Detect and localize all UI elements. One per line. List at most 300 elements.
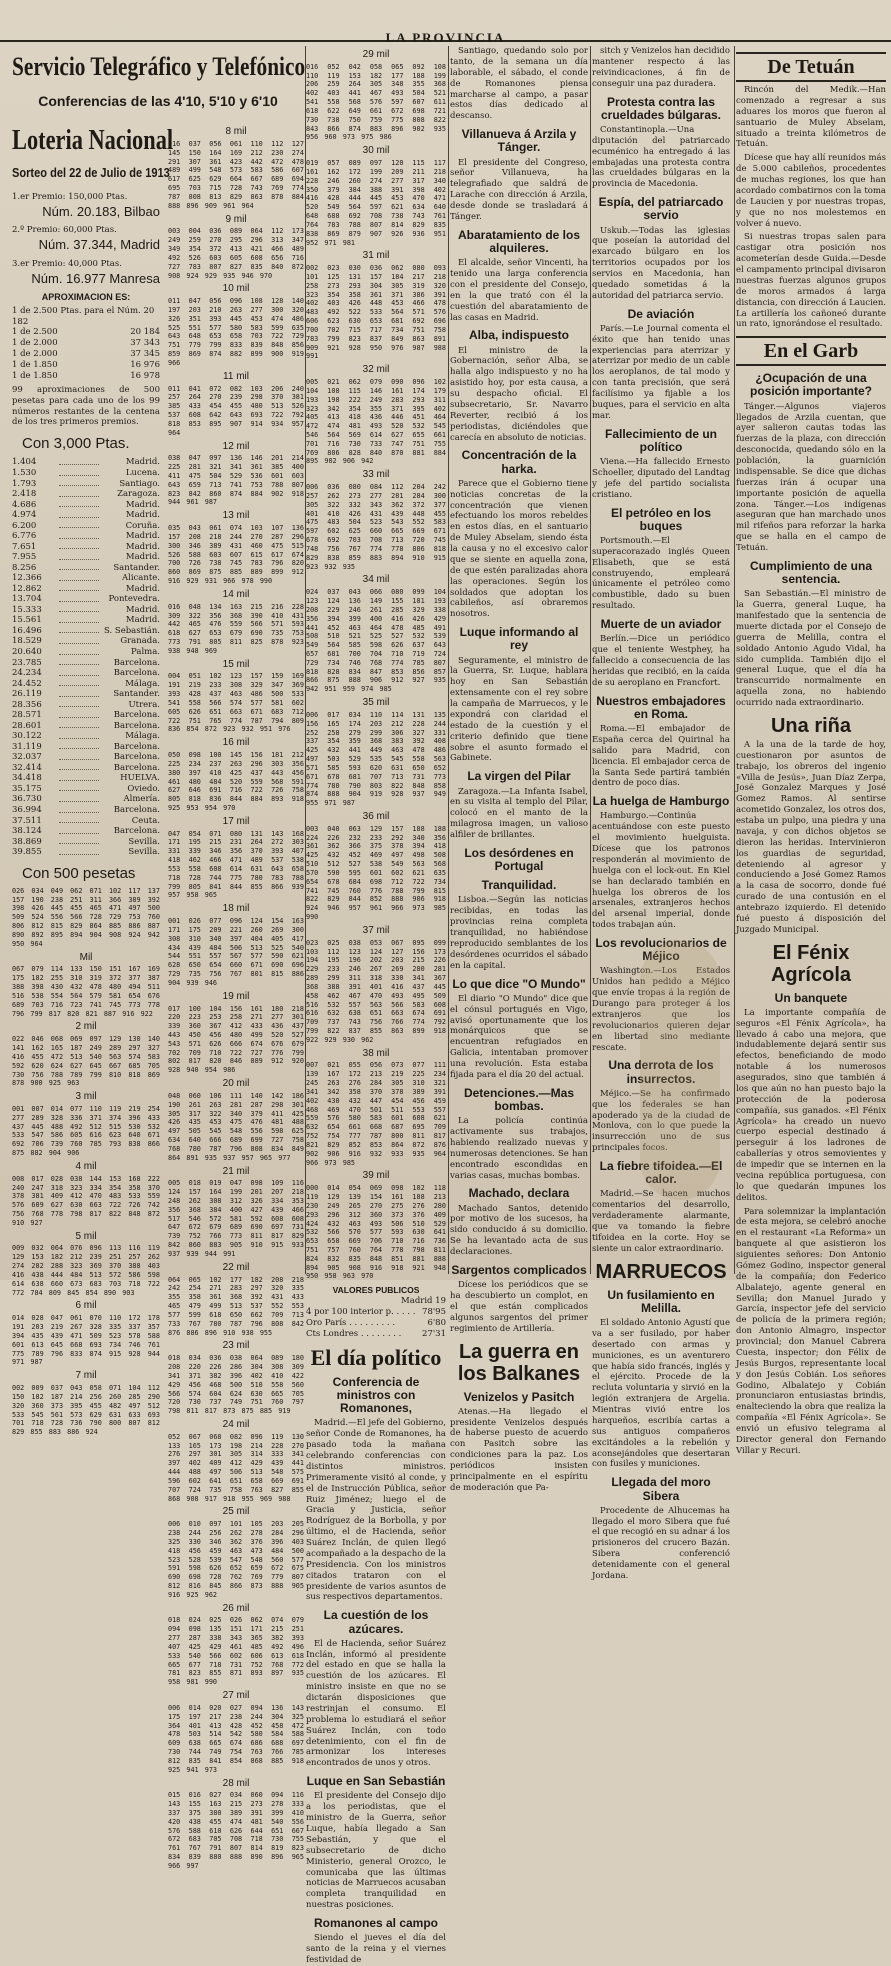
prize-row (12, 584, 160, 595)
prize-row-city: Coruña. (125, 520, 160, 531)
column-rule (448, 46, 449, 1274)
article-title: Luque en San Sebastián (306, 1774, 446, 1789)
grid-title: 25 mil (222, 1506, 250, 1518)
prize-row-city: Utrera. (128, 699, 160, 710)
page-header (0, 0, 891, 45)
prize-row (12, 805, 160, 816)
prize-row-number: 1.404 (12, 457, 37, 468)
article-text: Madrid.—El jefe del Gobierno, señor Conde de Romanones, ha pasado toda la mañana celebrando conferencias con distintos ministros. Primeramente visitó al conde, y el de Instrucción Pública, señor Ruiz Jiménez; luego el de Gracia y Justicia, señor Rodríguez de la Borbolla, y por último, el de Hacienda, señor Suárez Inclán, de quien llegó acompañado a la despacho de la Presidencia. Con los ministros citados trataron con el presidente de varios asuntos de sus respectivos departamentos. (306, 1418, 446, 1603)
leader-dots (59, 805, 99, 813)
article-text: San Sebastián.—El ministro de la Guerra, general Luque, ha manifestado que la sentencia de muerte dictada por el Consejo de guerra de Melilla, contra el soldado Antonio Agudo Vidal, ha sido cumplida. También dijo el general Luque, que el día ha transcurrido normalmente en aquella zona, no habiendo ocurrido nada extraordinario. (736, 589, 886, 708)
approx-note: 99 aproximaciones de 500 pesetas para cada uno de los 99 números restantes de la centena de los tres primeros premios. (12, 384, 160, 428)
leader-dots (59, 626, 99, 634)
approx-left: 1 de 2.000 (12, 349, 58, 360)
valores-row (306, 1329, 446, 1340)
number-grid: 008 017 028 038 144 153 168 222 240 247 318 323 334 354 358 370 378 381 409 412 470 483 533 559 576 609 627 630 663 722 726 742 756 768 778 798 817 822 848 872 910 927 (12, 1174, 160, 1227)
article-text: Tánger.—Algunos viajeros llegados de Arzila cuentan, que ayer salieron cautas todas las fuerzas de la plaza, con dirección desconocida, quedando sólo en la población, la guarnición indispensable. Se dice que dichas fuerzas irán á ocupar una importante posición de aquella zona. Tánger.—Los indígenas aseguran que han marchado unos mil rifeños para reforzar la harka que se halla en el campo de Tetuán. (736, 401, 886, 553)
article-title: Un banquete (774, 990, 848, 1005)
prize-row-number: 28.601 (12, 720, 42, 731)
prize-row-city: Santander. (113, 689, 160, 700)
article-title: Abaratamiento de los alquileres. (457, 227, 581, 255)
number-grid: 022 046 068 069 097 129 130 140 141 162 165 187 249 289 297 327 416 455 472 513 540 563 574 583 592 620 624 627 645 667 685 705 730 756 788 789 799 810 818 869 878 900 925 963 (12, 1035, 160, 1088)
prize-row-city: Almería. (123, 794, 160, 805)
leader-dots (59, 826, 99, 834)
approx-row (12, 371, 160, 382)
approx-list (12, 306, 160, 382)
number-grids (12, 887, 160, 1437)
leader-dots (59, 510, 99, 518)
prize-row-city: Santiago. (119, 478, 160, 489)
article-text: Roma.—El embajador de España cerca del Quirinal ha salido para Madrid, con licencia. El embajador cerca de la Santa Sede partirá también dentro de poco días. (592, 724, 730, 789)
grid-title: 27 mil (222, 1690, 250, 1702)
leader-dots (59, 531, 99, 539)
prize-row-city: Barcelona. (113, 762, 160, 773)
prize-row (12, 826, 160, 837)
prize-row (12, 531, 160, 542)
approx-row (12, 360, 160, 371)
number-grid: 018 034 036 038 064 089 180 208 220 226 286 304 308 309 341 371 382 396 402 410 422 429 456 468 500 510 558 560 566 574 604 624 630 665 705 720 730 737 749 751 760 797 798 811 817 873 875 885 919 (168, 1354, 304, 1416)
prize-row-number: 7.651 (12, 541, 37, 552)
number-grid: 009 032 064 076 096 113 116 119 129 153 182 212 239 251 257 262 274 282 288 323 369 370 388 403 416 438 444 484 513 572 586 598 614 638 660 673 683 703 718 722 772 784 809 845 854 890 903 (12, 1244, 160, 1297)
number-grid: 016 048 134 163 215 216 228 309 322 356 368 390 410 431 442 465 476 559 566 571 593 618 627 653 679 690 735 753 773 791 805 811 825 878 923 938 948 969 (168, 602, 304, 655)
prize-row (12, 837, 160, 848)
prize-row-city: Madrid. (125, 531, 160, 542)
prize-row (12, 605, 160, 616)
grid-title: 30 mil (362, 145, 390, 157)
prize-row-city: Madrid. (125, 541, 160, 552)
valores-label: Oro París . . . . . . . . . (306, 1317, 396, 1328)
prize-row-city: Barcelona. (113, 752, 160, 763)
grid-title: 33 mil (362, 469, 390, 481)
prize-number: Núm. 16.977 Manresa (31, 270, 160, 286)
prize-number: Núm. 20.183, Bilbao (42, 203, 160, 219)
prize-row-city: Santander. (113, 562, 160, 573)
number-grid: 023 025 038 053 067 095 099 103 112 123 124 127 156 173 194 195 196 202 203 215 226 229 233 246 267 269 280 281 289 299 311 318 330 341 367 368 388 391 401 416 437 445 458 462 467 470 493 495 509 516 532 557 563 566 583 608 616 632 638 651 663 674 691 709 737 743 756 766 774 792 799 822 837 855 863 899 918 922 929 930 962 (306, 938, 446, 1044)
prize-row-city: Oviedo. (127, 783, 160, 794)
article-text: El alcalde, señor Vincenti, ha tenido una larga conferencia con el presidente del Consejo, en la que trató con él la cuestión del abaratamiento de las casas en Madrid. (450, 258, 588, 323)
prize-row (12, 489, 160, 500)
article-title: Lo que dice "O Mundo" (452, 976, 586, 991)
grid-title: 26 mil (222, 1602, 250, 1614)
prize-row (12, 742, 160, 753)
prize-row (12, 752, 160, 763)
prize-row-city: Granada. (120, 636, 160, 647)
article-title: Una derrota de los insurrectos. (608, 1058, 714, 1086)
approx-row (12, 349, 160, 360)
section-title: El Fénix Agrícola (770, 941, 852, 986)
prize-number: Núm. 37.344, Madrid (38, 237, 160, 252)
prize-row-number: 13.704 (12, 594, 42, 605)
prize-label: 3.er Premio: 40,000 Ptas. (12, 258, 122, 269)
grid-title: 3 mil (75, 1091, 97, 1103)
grid-title: Mil (79, 951, 93, 963)
prize-row (12, 794, 160, 805)
article-title: Los revolucionarios de Méjico (595, 936, 727, 964)
prize-row (12, 668, 160, 679)
prize-row-number: 36.730 (12, 794, 42, 805)
article-text: Méjico.—Se ha confirmado que los federales se han apoderado ya de la ciudad de Monlova, con lo que puede la insurrección uno de sus principales focos. (592, 1088, 730, 1154)
article-title: ¿Ocupación de una posición importante? (749, 371, 872, 399)
leader-dots (59, 679, 99, 687)
leader-dots (59, 552, 99, 560)
number-grid: 018 024 025 026 062 074 079 094 098 135 151 171 215 251 277 287 338 343 365 382 393 407 425 429 461 485 492 496 533 540 566 602 606 613 618 665 677 718 731 752 768 772 781 823 855 871 893 897 935 958 981 990 (168, 1616, 304, 1687)
article-text: Parece que el Gobierno tiene noticias concretas de la concentración que vienen efectuando los moros rebeldes en estos días, en el santuario de Muley Abselam, siendo ésta la causa y no el excesivo calor que se siente en aquella zona, de que estén paralizadas ahora las operaciones. Según los soldados que adoptan los cabileños, así obraremos nosotros. (450, 478, 588, 620)
grid-title: 29 mil (362, 49, 390, 60)
article-title: Luque informando al rey (459, 625, 579, 653)
article-title: El petróleo en los buques (610, 505, 712, 533)
prize-row-number: 36.994 (12, 804, 42, 815)
leader-dots (59, 837, 99, 845)
leader-dots (59, 636, 99, 644)
article-text: La importante compañía de seguros «El Fénix Agrícola», ha llevado á cabo una mejora, que indudablemente dejará sentir sus efectos, beneficiando de modo notable á los numerosos asegurados, sino que también á los que aún no han puesto bajo la protección de la poderosa compañía, sus ganados. «El Fénix Agrícola» ha creado un nuevo cuerpo especial destinado á perseguir á los ladrones de caballerías y otros semovientes y de impedir que se internen en la vecina república portuguesa, con lo que quedarán impunes los delitos. (736, 1007, 886, 1203)
prize-row-city: Málaga. (125, 678, 160, 689)
prize-row (12, 552, 160, 563)
article-title: Alba, indispuesto (468, 328, 569, 343)
article-title: Tranquilidad. (481, 878, 557, 893)
valores-value: 27'31 (422, 1328, 446, 1339)
lottery-results (12, 123, 174, 1871)
article-title: Protesta contra las crueldades búlgaras. (600, 94, 722, 122)
number-grid: 048 060 106 111 140 142 186 190 261 263 281 287 298 301 305 317 322 340 379 411 425 426 435 453 475 476 481 488 497 505 545 548 556 598 625 634 640 666 689 699 727 758 768 780 787 796 808 834 849 864 891 935 937 957 965 977 (168, 1091, 304, 1162)
number-grids (306, 49, 446, 1281)
grid-title: 15 mil (222, 658, 250, 670)
article-text: Madrid.—Se hacen muchos comentarios del desarrollo, verdaderamente alarmante, que va tomando la fiebre tifoidea en la corte. Hoy se siente un calor extraordinario. (592, 1189, 730, 1254)
prize-row-city: Madrid. (125, 510, 160, 521)
article-text: Machado Santos, detenido por motivo de los sucesos, ha sido conducido á su domicilio. Se ha levantado acta de sus declaraciones. (450, 1203, 588, 1258)
prize-row-number: 4.686 (12, 499, 37, 510)
leader-dots (59, 658, 99, 666)
column-news (450, 46, 588, 1493)
grid-title: 24 mil (222, 1418, 250, 1430)
section-title: MARRUECOS (595, 1260, 727, 1283)
prize-row-city: Madrid. (125, 604, 160, 615)
number-grid: 052 067 068 082 096 119 130 133 165 173 198 214 228 270 276 297 301 305 314 333 341 397 402 409 412 429 439 441 444 488 497 506 513 548 575 596 602 641 651 658 669 691 707 724 735 758 763 827 855 868 908 917 918 955 969 988 (168, 1432, 304, 1503)
prize-list (12, 192, 160, 288)
approx-row (12, 327, 160, 338)
prize-row-number: 24.234 (12, 668, 42, 679)
valores-value: 6'80 (427, 1317, 446, 1328)
prize-row-number: 39.855 (12, 847, 42, 858)
prize-row (12, 615, 160, 626)
draw-date: Sorteo del 22 de Julio de 1913 (12, 165, 170, 180)
prize-row-city: Barcelona. (113, 804, 160, 815)
prize-row-number: 26.119 (12, 689, 42, 700)
conferences-subhead: Conferencias de las 4'10, 5'10 y 6'10 (38, 93, 278, 110)
prize-row (12, 468, 160, 479)
article-title: Un fusilamiento en Melilla. (607, 1287, 715, 1315)
prize-row-city: Pontevedra. (108, 594, 160, 605)
prize-row (12, 710, 160, 721)
leader-dots (59, 468, 99, 476)
prize-row-number: 35.175 (12, 783, 42, 794)
grid-title: 10 mil (222, 283, 250, 295)
prize-row (12, 479, 160, 490)
approx-right: 20 184 (130, 327, 160, 338)
grid-title: 13 mil (222, 510, 250, 522)
article-text: Dícese que hay allí reunidos más de 5.000 cabileños, procedentes de muchas regiones, los que han acordado combatirnos con la toma de Laucien y por nuestras tropas, y que no nos molestemos en volver á nuevo. (736, 153, 886, 229)
prize-3000-list (12, 457, 160, 857)
approx-right: 16 976 (130, 360, 160, 371)
section-title: La guerra en los Balkanes (457, 1340, 581, 1385)
grid-title: 38 mil (362, 1047, 390, 1059)
approx-left: 1 de 1.850 (12, 370, 58, 381)
prize-row (12, 573, 160, 584)
prize-row (12, 521, 160, 532)
prize-row (12, 847, 160, 858)
article-title: La virgen del Pilar (467, 769, 571, 784)
prize-row (12, 658, 160, 669)
prize-row-number: 6.200 (12, 520, 37, 531)
number-grid: 016 037 056 061 110 112 127 145 150 164 169 212 230 274 291 307 361 423 442 472 478 489 499 548 573 583 586 607 617 625 629 664 667 689 694 695 703 715 728 743 769 774 787 808 813 829 863 878 884 888 896 909 961 964 (168, 139, 304, 210)
prize-row-number: 1.530 (12, 467, 37, 478)
leader-dots (59, 668, 99, 676)
prize-row (12, 626, 160, 637)
prize-row-city: Barcelona. (113, 826, 160, 837)
prize-row-city: HUELVA. (120, 773, 160, 784)
prize-row-city: Madrid. (125, 499, 160, 510)
prize-row-number: 38.124 (12, 826, 42, 837)
approx-row (12, 338, 160, 349)
article-text: Viena.—Ha fallecido Ernesto Schoeller, diputado del Landtag y jefe del partido socialista cristiano. (592, 457, 730, 500)
leader-dots (59, 689, 99, 697)
prize-row-city: Barcelona. (113, 720, 160, 731)
number-grid: 006 010 097 101 105 203 205 238 244 256 262 278 284 296 325 330 346 362 376 396 403 418 456 459 463 473 484 500 523 528 539 547 548 560 577 591 598 626 652 659 672 675 690 698 728 762 769 779 807 812 816 845 866 873 888 905 916 925 962 (168, 1520, 304, 1599)
article-title: Llegada del moro Sibera (611, 1475, 711, 1503)
column-morocco (736, 46, 886, 1456)
article-title: Machado, declara (468, 1186, 570, 1201)
section-title: El día político (310, 1344, 442, 1370)
leader-dots (59, 500, 99, 508)
column-politics (306, 46, 446, 1965)
lottery-title: Loteria Nacional (12, 125, 174, 157)
prize-row (12, 689, 160, 700)
prize-row-city: Madrid. (125, 615, 160, 626)
article-text: sitch y Venizelos han decidido mantener respecto á las reivindicaciones, á fin de conseguir una paz duradera. (592, 46, 730, 89)
valores-value: 78'95 (422, 1307, 446, 1318)
article-text: Para solemnizar la implantación de esta mejora, se celebró anoche en el restaurant «La Reforma» un banquete al que asistieron los siguientes señores: Don Antonio Gómez Godino, inspector general de la compañía; don Federico Albalatejo, agente general en Sevilla; don Manuel Jurado y García, inspector jefe del servicio de policía de la primera región; don Antonio Almagro, inspector provincial; don Manuel Cabrera Cuesta, inspector; don Félix de Jesús Burgos, representante local y don Jesús Cobián. Los señores Godino, Albalatejo y Cobián pronunciaron entusiastas brindis, enalteciendo la obra que realiza la compañía «El Fénix Agrícola». Se envió un efusivo telegrama al Director general don Fernando Villar y Recuri. (736, 1206, 886, 1456)
number-grid: 024 037 043 066 080 099 104 123 124 136 149 155 181 193 208 229 246 261 285 329 338 356 394 399 400 416 426 429 441 452 463 464 478 485 491 508 510 521 525 527 532 539 549 564 585 598 626 637 643 657 681 700 704 710 719 724 729 734 746 768 774 785 807 818 828 834 847 853 856 857 866 875 888 906 912 927 935 942 951 959 974 985 (306, 588, 446, 694)
number-grid: 015 016 027 034 060 094 116 143 155 163 215 273 278 333 337 375 380 389 391 399 410 420 438 455 474 481 540 556 576 588 610 626 644 651 667 672 683 705 708 718 730 755 761 767 791 807 814 819 823 834 839 880 888 890 896 965 966 997 (168, 1791, 304, 1870)
number-grid: 003 004 036 089 064 112 173 249 259 270 295 296 313 347 349 354 372 413 421 466 489 492 526 603 605 608 656 716 727 783 807 827 835 840 872 908 924 929 935 946 970 (168, 227, 304, 280)
prize-row-number: 28.571 (12, 710, 42, 721)
leader-dots (59, 773, 99, 781)
prize-row-number: 34.418 (12, 773, 42, 784)
prize-row-city: Lucena. (125, 467, 160, 478)
article-text: Constantinopla.—Una diputación del patriarcado ecuménico ha entregado á las embajadas una protesta contra las crueldades búlgaras en la provincia de Macedonia. (592, 124, 730, 190)
approx-left: 1 de 2.500 (12, 327, 58, 338)
prize-row-number: 20.640 (12, 647, 42, 658)
leader-dots (59, 479, 99, 487)
column-rule (590, 46, 591, 1274)
prize-row (12, 773, 160, 784)
valores-row (306, 1318, 446, 1329)
leader-dots (59, 584, 99, 592)
article-text: Lisboa.—Según las noticias recibidas, en todas las provincias reina completa tranquilidad, no habiéndose reproducido semblantes de los desórdenes ocurridos el sábado en la capital. (450, 895, 588, 971)
grid-title: 18 mil (222, 903, 250, 915)
column-lottery (12, 46, 306, 1870)
number-grid: 026 034 049 062 071 102 117 137 157 190 238 251 311 366 389 392 398 426 445 455 465 471 497 500 509 524 556 566 728 729 753 760 806 812 815 829 864 885 886 887 890 892 895 894 904 908 924 942 950 964 (12, 886, 160, 948)
prize-row-city: Barcelona. (113, 741, 160, 752)
leader-dots (59, 752, 99, 760)
article-text: Zaragoza.—La Infanta Isabel, en su visita al templo del Pilar, colocó en el manto de la milagrosa imagen, un valioso alfiler de brillantes. (450, 786, 588, 840)
prize-row (12, 784, 160, 795)
article-text: Seguramente, el ministro de la Guerra, Sr. Luque, hablara hoy en San Sebastián extensamente con el rey sobre la campaña de Marruecos, y le expondrá con claridad el estado de la cuestión y el criterio definido que tiene sobre el asunto formado el Gabinete. (450, 655, 588, 764)
prize-row-number: 24.452 (12, 678, 42, 689)
masthead: Servicio Telegráfico y Telefónico (12, 52, 306, 81)
prize-row (12, 700, 160, 711)
article-title: Detenciones.—Mas bombas. (463, 1085, 575, 1113)
prize-row-city: Ceuta. (131, 815, 160, 826)
prize-row-number: 12.366 (12, 573, 42, 584)
prize-500-title: Con 500 pesetas (22, 864, 136, 882)
prize-row-number: 38.869 (12, 836, 42, 847)
leader-dots (59, 647, 99, 655)
prize-row-number: 15.333 (12, 604, 42, 615)
number-grid: 002 009 037 043 058 071 104 112 150 182 187 214 256 260 285 290 320 360 373 395 455 482 497 512 533 545 561 573 629 631 633 693 701 718 728 736 790 800 807 812 829 855 883 886 924 (12, 1384, 160, 1437)
article-title: Fallecimiento de un político (604, 426, 718, 454)
article-text: El de Hacienda, señor Suárez Inclán, informó al presidente del estado en que se halla la cuestión de los azúcares. El ministro insiste en que no se dictarán disposiciones que restrinjan el consumo. El problema lo estudiará el señor Suárez Inclán, con todo detenimiento, con el fin de armonizar los intereses encontrados de unos y otros. (306, 1638, 446, 1769)
prize-row (12, 816, 160, 827)
approx-left: 1 de 2.500 Ptas. para el Núm. 20 182 (12, 305, 155, 327)
number-grid: 006 014 020 027 094 136 143 175 197 217 238 244 304 325 364 401 413 428 452 458 472 478 503 514 542 580 584 588 609 638 665 674 686 688 697 730 744 749 754 763 766 785 812 835 841 854 868 885 918 925 941 973 (168, 1703, 304, 1774)
leader-dots (59, 763, 99, 771)
number-grid: 011 041 072 082 103 206 240 257 264 270 239 298 370 381 385 433 454 455 480 513 526 537 608 642 643 693 722 792 818 853 895 907 914 934 957 964 (168, 384, 304, 437)
article-title: Conferencia de ministros con Romanones, (332, 1374, 420, 1416)
leader-dots (59, 710, 99, 718)
leader-dots (59, 605, 99, 613)
prize-row-number: 23.785 (12, 657, 42, 668)
valores-label: 4 por 100 interior p. . . . . (306, 1307, 416, 1318)
article-text: El presidente del Congreso, señor Villanueva, ha telegrafiado que saldrá de Larache con dirección á Arzila, desde donde se trasladará á Tánger. (450, 157, 588, 222)
grid-title: 36 mil (362, 811, 390, 823)
article-text: Dícese los periódicos que se ha descubierto un complot, en el que están complicados algunos sargentos del primer regimiento de Artillería. (450, 1280, 588, 1334)
prize-row-number: 15.561 (12, 615, 42, 626)
leader-dots (59, 521, 99, 529)
number-grid: 050 098 100 145 156 181 212 225 234 237 263 296 303 356 380 397 410 425 437 443 456 461 480 484 520 559 568 591 627 646 691 716 722 726 758 805 818 836 844 884 893 918 925 953 954 970 (168, 751, 304, 813)
grid-title: 22 mil (222, 1261, 250, 1273)
leader-dots (59, 816, 99, 824)
prize-row (12, 647, 160, 658)
article-title: Romanones al campo (313, 1916, 439, 1930)
number-grid: 017 100 104 156 161 180 218 220 223 253 258 271 277 301 339 360 367 412 433 436 437 443 450 456 480 499 520 527 543 571 626 666 674 676 679 702 709 710 722 727 776 799 802 817 820 846 889 912 920 928 940 954 986 (168, 1004, 304, 1075)
article-title: La huelga de Hamburgo (592, 794, 730, 809)
grid-title: 5 mil (75, 1230, 97, 1242)
article-text: Rincón del Medik.—Han comenzado a regresar a sus aduares los moros que fueron al santuario de Muley Abselam, situado a treinta kilómetros de Tetuán. (736, 85, 886, 150)
prize-row-city: Málaga. (125, 731, 160, 742)
leader-dots (59, 784, 99, 792)
grid-title: 37 mil (362, 924, 390, 936)
number-grid: 006 036 080 084 112 204 242 257 262 273 277 281 284 300 305 322 332 343 362 372 377 401 410 426 431 439 448 455 475 483 504 523 543 552 583 597 602 625 660 665 669 671 678 692 703 708 713 720 745 748 756 767 774 778 806 818 829 838 859 883 894 910 915 923 932 935 (306, 483, 446, 571)
prize-row-number: 32.414 (12, 762, 42, 773)
leader-dots (59, 563, 99, 571)
article-text: Siendo el jueves el día del santo de la reina y el viernes festividad de (306, 1933, 446, 1965)
valores-date (306, 1296, 446, 1307)
article-title: La cuestión de los azúcares. (323, 1608, 429, 1636)
article-text: Portsmouth.—El superacorazado inglés Queen Elisabeth, que se está construyendo, empleará únicamente el petróleo como combustible, dado su buen resultado. (592, 535, 730, 612)
grid-title: 19 mil (222, 990, 250, 1002)
approx-left: 1 de 2.000 (12, 338, 58, 349)
leader-dots (59, 794, 99, 802)
prize-row-number: 18.529 (12, 636, 42, 647)
prize-row (12, 542, 160, 553)
leader-dots (59, 742, 99, 750)
leader-dots (59, 594, 99, 602)
prize-row (12, 510, 160, 521)
prize-row-number: 4.974 (12, 510, 37, 521)
article-title: Nuestros embajadores en Roma. (596, 693, 726, 721)
approx-right: 37 343 (130, 338, 160, 349)
number-grid: 011 047 056 096 108 128 140 197 203 210 263 277 300 320 326 351 393 445 453 474 486 525 551 577 580 583 599 635 643 648 653 658 703 722 729 751 779 799 833 839 848 856 859 869 874 882 899 900 919 966 (168, 297, 304, 367)
prize-row (12, 594, 160, 605)
article-title: Concentración de la harka. (461, 448, 577, 476)
number-grid: 016 052 042 058 065 092 108 110 119 153 182 177 188 199 206 259 264 305 348 355 368 402 403 441 467 493 504 521 541 558 568 576 597 607 611 618 622 649 661 672 698 721 730 738 750 759 775 808 822 843 866 874 883 896 902 935 956 960 973 975 986 (306, 62, 446, 142)
grid-title: 32 mil (362, 364, 390, 376)
prize-row-number: 2.418 (12, 489, 37, 500)
lottery-block (12, 123, 304, 1871)
article-text: Atenas.—Ha llegado el presidente Venizelos después de haberse puesto de acuerdo con Pasitch sobre las condiciones para la paz. Los periódicos insisten principalmente en el espíritu de moderación que Pa- (450, 1406, 588, 1493)
number-grid: 007 021 055 056 073 077 111 139 167 172 213 219 225 234 245 263 276 284 305 310 321 341 342 358 370 378 389 391 402 430 432 447 454 456 459 468 469 470 501 511 553 557 559 576 580 583 601 608 621 632 654 661 668 687 695 709 752 754 777 787 800 811 817 821 829 852 853 864 872 876 902 906 916 932 933 935 964 966 973 985 (306, 1061, 446, 1167)
prize-row-number: 28.356 (12, 699, 42, 710)
prize-row-city: Madrid. (125, 552, 160, 563)
prize-row-city: Barcelona. (113, 657, 160, 668)
prize-row-number: 6.776 (12, 531, 37, 542)
grid-title: 34 mil (362, 574, 390, 586)
article-title: Cumplimiento de una sentencia. (749, 558, 872, 587)
article-text: París.—Le Journal comenta el éxito que han tenido unas experiencias para aterrizar y aterrizar por medio de un cable los aeroplanos, de tal modo y con tanta precisión, que será facilísimo ya fijable a los buques, para el servicio en alta mar. (592, 323, 730, 421)
leader-dots (59, 489, 99, 497)
prize-row-number: 31.119 (12, 741, 42, 752)
article-text: La policía continúa activamente sus trabajos, habiendo realizado nuevas y numerosas detenciones. Se han encontrado escondidas en varias casas, muchas bombas. (450, 1116, 588, 1181)
number-grid: 019 057 089 097 120 115 117 161 162 172 199 209 211 218 228 246 260 274 277 317 340 350 379 384 388 391 398 402 416 428 444 445 453 470 471 520 549 564 597 621 634 640 648 688 692 708 738 743 761 764 783 788 807 814 829 835 838 869 879 907 926 936 951 952 971 981 (306, 159, 446, 247)
article-text: Santiago, quedando solo por tanto, de la semana un día laborable, el sábado, el conde de Romanones piensa marcharse al campo, a pasar estos días dedicado al descanso. (450, 46, 588, 122)
article-title: Espía, del patriarcado servio (598, 195, 724, 223)
grid-title: 16 mil (222, 737, 250, 749)
prize-row-city: Barcelona. (113, 668, 160, 679)
leader-dots (59, 847, 99, 855)
number-grids (160, 123, 304, 1871)
prize-row-number: 1.793 (12, 478, 37, 489)
number-grid: 038 047 097 136 146 201 214 225 281 321 341 361 385 400 411 475 504 529 536 601 603 643 659 713 741 753 788 807 823 842 860 874 884 902 918 944 961 987 (168, 454, 304, 507)
section-title: De Tetuán (736, 52, 886, 82)
article-text: El diario "O Mundo" dice que el cónsul portugués en Vigo, avisó oportunamente que los monárquicos que se encuentran refugiados en Galicia, intentaban promover una revolución. Esta estaba fijada para el día 20 del actual. (450, 993, 588, 1080)
column-foreign (592, 46, 730, 1581)
leader-dots (59, 542, 99, 550)
article-text: Berlín.—Dice un periódico que el teniente Westphey, ha fallecido a consecuencia de las heridas que recibió, en la caída de su aeroplano en Francfort. (592, 634, 730, 688)
section-title: Una riña (770, 714, 852, 737)
prize-label: 1.er Premio: 150,000 Ptas. (12, 191, 128, 202)
prize-row (12, 457, 160, 468)
approx-left: 1 de 1.850 (12, 360, 58, 371)
article-title: De aviación (627, 306, 695, 321)
valores-row (306, 1307, 446, 1318)
grid-title: 35 mil (362, 697, 390, 709)
article-text: Uskub.—Todas las iglesias que poseían la autoridad del exarcado búlgaro en los territorios ocupados por los servios en Macedonia, han quedado sometidas á la autoridad del patriarca servio. (592, 225, 730, 301)
prize-row-number: 12.862 (12, 583, 42, 594)
grid-title: 6 mil (75, 1300, 97, 1312)
prize-row (12, 679, 160, 690)
approx-right: 16 978 (130, 370, 160, 381)
number-grid: 003 040 063 129 157 188 188 224 226 232 233 292 340 356 361 362 366 375 378 394 418 425 432 452 469 497 498 508 510 512 527 538 549 563 568 570 590 595 601 602 621 635 654 678 684 698 712 722 734 741 745 760 776 788 799 815 822 829 844 852 888 906 918 924 946 957 961 966 973 985 990 (306, 824, 446, 922)
prize-row-city: Sevilla. (128, 836, 160, 847)
number-grid: 002 023 030 036 062 080 093 101 125 131 157 184 217 218 258 273 293 304 305 319 320 323 354 358 361 371 386 391 402 403 426 448 453 466 478 483 492 522 533 564 571 576 606 623 630 653 681 692 696 700 702 715 717 734 751 758 783 799 823 837 849 863 891 909 921 928 950 976 987 988 991 (306, 264, 446, 361)
grid-title: 11 mil (223, 370, 249, 382)
grid-title: 17 mil (222, 815, 250, 827)
grid-title: 8 mil (225, 126, 247, 138)
article-title: Villanueva á Arzila y Tánger. (461, 127, 577, 155)
newspaper-title: LA PROVINCIA (385, 30, 506, 45)
grid-title: 23 mil (222, 1340, 250, 1352)
grid-title: 12 mil (222, 440, 250, 452)
